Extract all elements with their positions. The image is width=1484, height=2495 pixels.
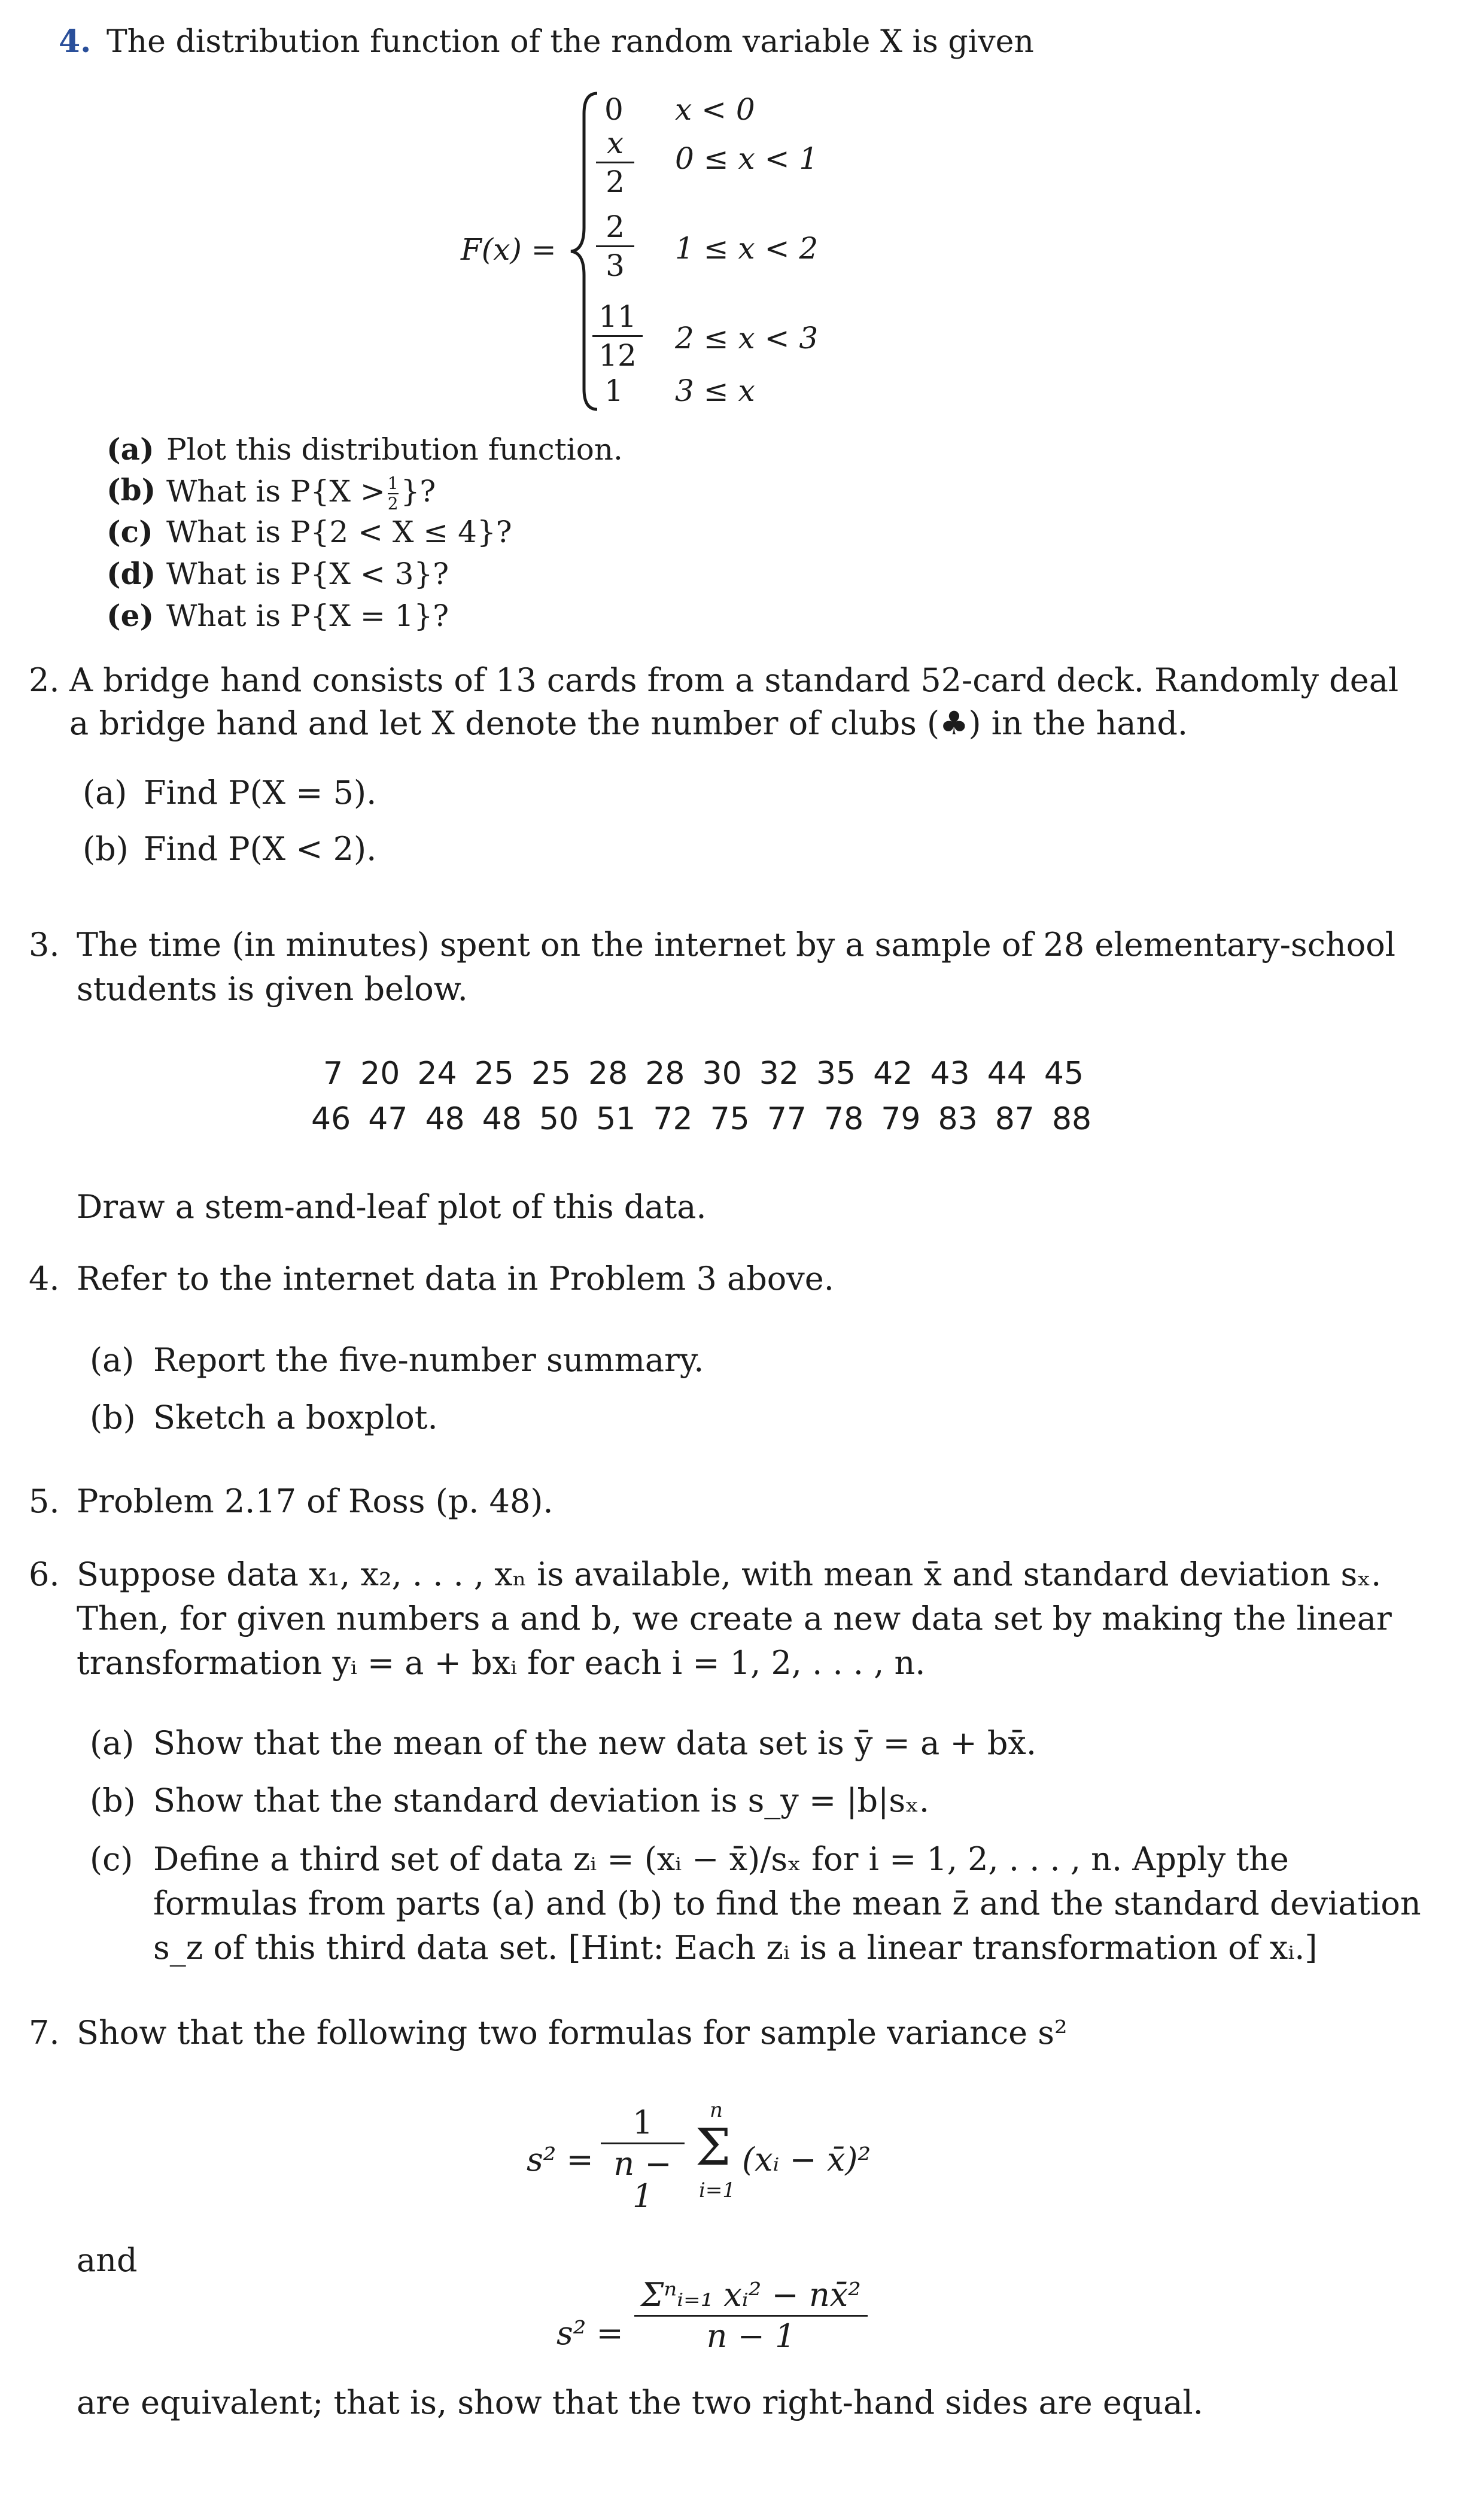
part-label: (e) — [107, 598, 154, 633]
problem-intro: The distribution function of the random variable X is given — [107, 24, 1034, 60]
line-text: ) in the hand. — [968, 704, 1188, 742]
problem-line: students is given below. — [77, 970, 468, 1008]
case-condition-2: 1 ≤ x < 2 — [675, 231, 819, 266]
problem-number: 2. — [29, 661, 60, 699]
part-label: (a) — [90, 1724, 135, 1762]
problem-line: Show that the following two formulas for sample variance s² — [77, 2014, 1068, 2052]
part-text: Report the five-number summary. — [153, 1341, 704, 1379]
part-label: (a) — [107, 431, 154, 467]
part-text: Show that the mean of the new data set is ȳ = a + bx̄. — [153, 1724, 1037, 1762]
problem-line: transformation yᵢ = a + bxᵢ for each i = 1, 2, . . . , n. — [77, 1644, 926, 1682]
problem-number: 4. — [59, 23, 92, 60]
problem-line: Suppose data x₁, x₂, . . . , xₙ is available, with mean x̄ and standard deviation sₓ. — [77, 1555, 1382, 1593]
frac-bar — [596, 245, 634, 247]
frac-denominator: n − 1 — [706, 2317, 796, 2355]
problem-line: A bridge hand consists of 13 cards from a standard 52-card deck. Randomly deal — [69, 661, 1399, 699]
part-text: What is P{X < 3}? — [166, 557, 449, 591]
frac-numerator: 11 — [598, 299, 637, 334]
data-row: 46 47 48 48 50 51 72 75 77 78 79 83 87 88 — [311, 1101, 1092, 1137]
case-condition-0: x < 0 — [675, 92, 755, 127]
problem-number: 5. — [29, 1482, 60, 1520]
problem-number: 6. — [29, 1555, 60, 1593]
problem-number: 7. — [29, 2014, 60, 2052]
frac-bar — [592, 335, 643, 337]
frac-numerator: 1 — [387, 473, 399, 493]
part-label: (b) — [83, 830, 129, 868]
inline-fraction — [388, 475, 399, 512]
formula-lhs: s² = — [527, 2141, 594, 2178]
part-text: What is P{2 < X ≤ 4}? — [166, 515, 512, 549]
part-text: s_z of this third data set. [Hint: Each zᵢ is a linear transformation of xᵢ.] — [153, 1929, 1318, 1967]
frac-denominator: 3 — [606, 248, 625, 283]
formula-lhs: s² = — [556, 2314, 624, 2352]
frac-bar — [634, 2315, 868, 2317]
problem-line: Refer to the internet data in Problem 3 above. — [77, 1260, 834, 1297]
part-label: (d) — [107, 556, 156, 591]
frac-denominator: 12 — [598, 338, 637, 373]
part-text: Find P(X < 2). — [144, 830, 377, 868]
part-text: What is P{X = 1}? — [166, 598, 449, 633]
case-condition-4: 3 ≤ x — [675, 373, 755, 408]
part-text-after: }? — [400, 474, 436, 509]
part-label: (b) — [90, 1399, 136, 1436]
frac-numerator: 1 — [632, 2104, 653, 2141]
part-text: Sketch a boxplot. — [153, 1399, 438, 1436]
part-label: (b) — [107, 472, 156, 507]
part-text: Define a third set of data zᵢ = (xᵢ − x̄)/sₓ for i = 1, 2, . . . , n. Apply the — [153, 1840, 1289, 1878]
sigma-icon: Σ — [695, 2118, 731, 2177]
part-label: (c) — [107, 514, 153, 549]
part-label: (b) — [90, 1782, 136, 1819]
sum-term: (xᵢ − x̄)² — [742, 2141, 871, 2178]
case-value-0: 0 — [604, 92, 624, 127]
function-lhs: F(x) = — [461, 232, 556, 267]
case-condition-1: 0 ≤ x < 1 — [675, 141, 819, 176]
part-text: Show that the standard deviation is s_y = |b|sₓ. — [153, 1782, 930, 1819]
formula-fraction — [601, 2104, 685, 2215]
connector-text: and — [77, 2241, 138, 2279]
frac-numerator: x — [606, 126, 624, 160]
part-text — [166, 475, 436, 512]
frac-bar — [596, 162, 634, 163]
part-text-before: What is P{X > — [166, 474, 385, 509]
part-text: Find P(X = 5). — [144, 774, 377, 812]
problem-line: Draw a stem-and-leaf plot of this data. — [77, 1188, 707, 1226]
case-value-1 — [596, 128, 634, 197]
part-label: (c) — [90, 1840, 133, 1878]
part-text: Plot this distribution function. — [166, 432, 623, 467]
sum-upper-limit: n — [710, 2098, 723, 2122]
part-label: (a) — [90, 1341, 135, 1379]
closing-line: are equivalent; that is, show that the two right-hand sides are equal. — [77, 2384, 1203, 2421]
part-text: formulas from parts (a) and (b) to find the mean z̄ and the standard deviation — [153, 1885, 1421, 1922]
problem-line: Then, for given numbers a and b, we create a new data set by making the linear — [77, 1600, 1392, 1637]
case-value-3 — [592, 299, 643, 373]
club-icon: ♣ — [939, 704, 969, 742]
frac-numerator: 2 — [606, 209, 625, 244]
case-value-4: 1 — [604, 373, 624, 408]
problem-line: The time (in minutes) spent on the internet by a sample of 28 elementary-school — [77, 926, 1396, 964]
case-value-2 — [596, 209, 634, 283]
case-condition-3: 2 ≤ x < 3 — [675, 321, 819, 355]
frac-denominator: 2 — [606, 165, 625, 199]
frac-denominator: n − 1 — [613, 2145, 672, 2215]
problem-number: 4. — [29, 1260, 60, 1297]
data-row: 7 20 24 25 25 28 28 30 32 35 42 43 44 45 — [323, 1056, 1084, 1092]
problem-number: 3. — [29, 926, 60, 964]
sum-lower-limit: i=1 — [699, 2178, 735, 2202]
frac-numerator: Σⁿᵢ₌₁ xᵢ² − nx̄² — [641, 2276, 861, 2314]
problem-line — [69, 704, 1188, 742]
line-text: a bridge hand and let X denote the number of clubs ( — [69, 704, 940, 742]
frac-bar — [601, 2143, 685, 2144]
part-label: (a) — [83, 774, 127, 812]
formula-fraction — [634, 2276, 868, 2355]
frac-denominator: 2 — [387, 494, 399, 513]
problem-line: Problem 2.17 of Ross (p. 48). — [77, 1482, 554, 1520]
